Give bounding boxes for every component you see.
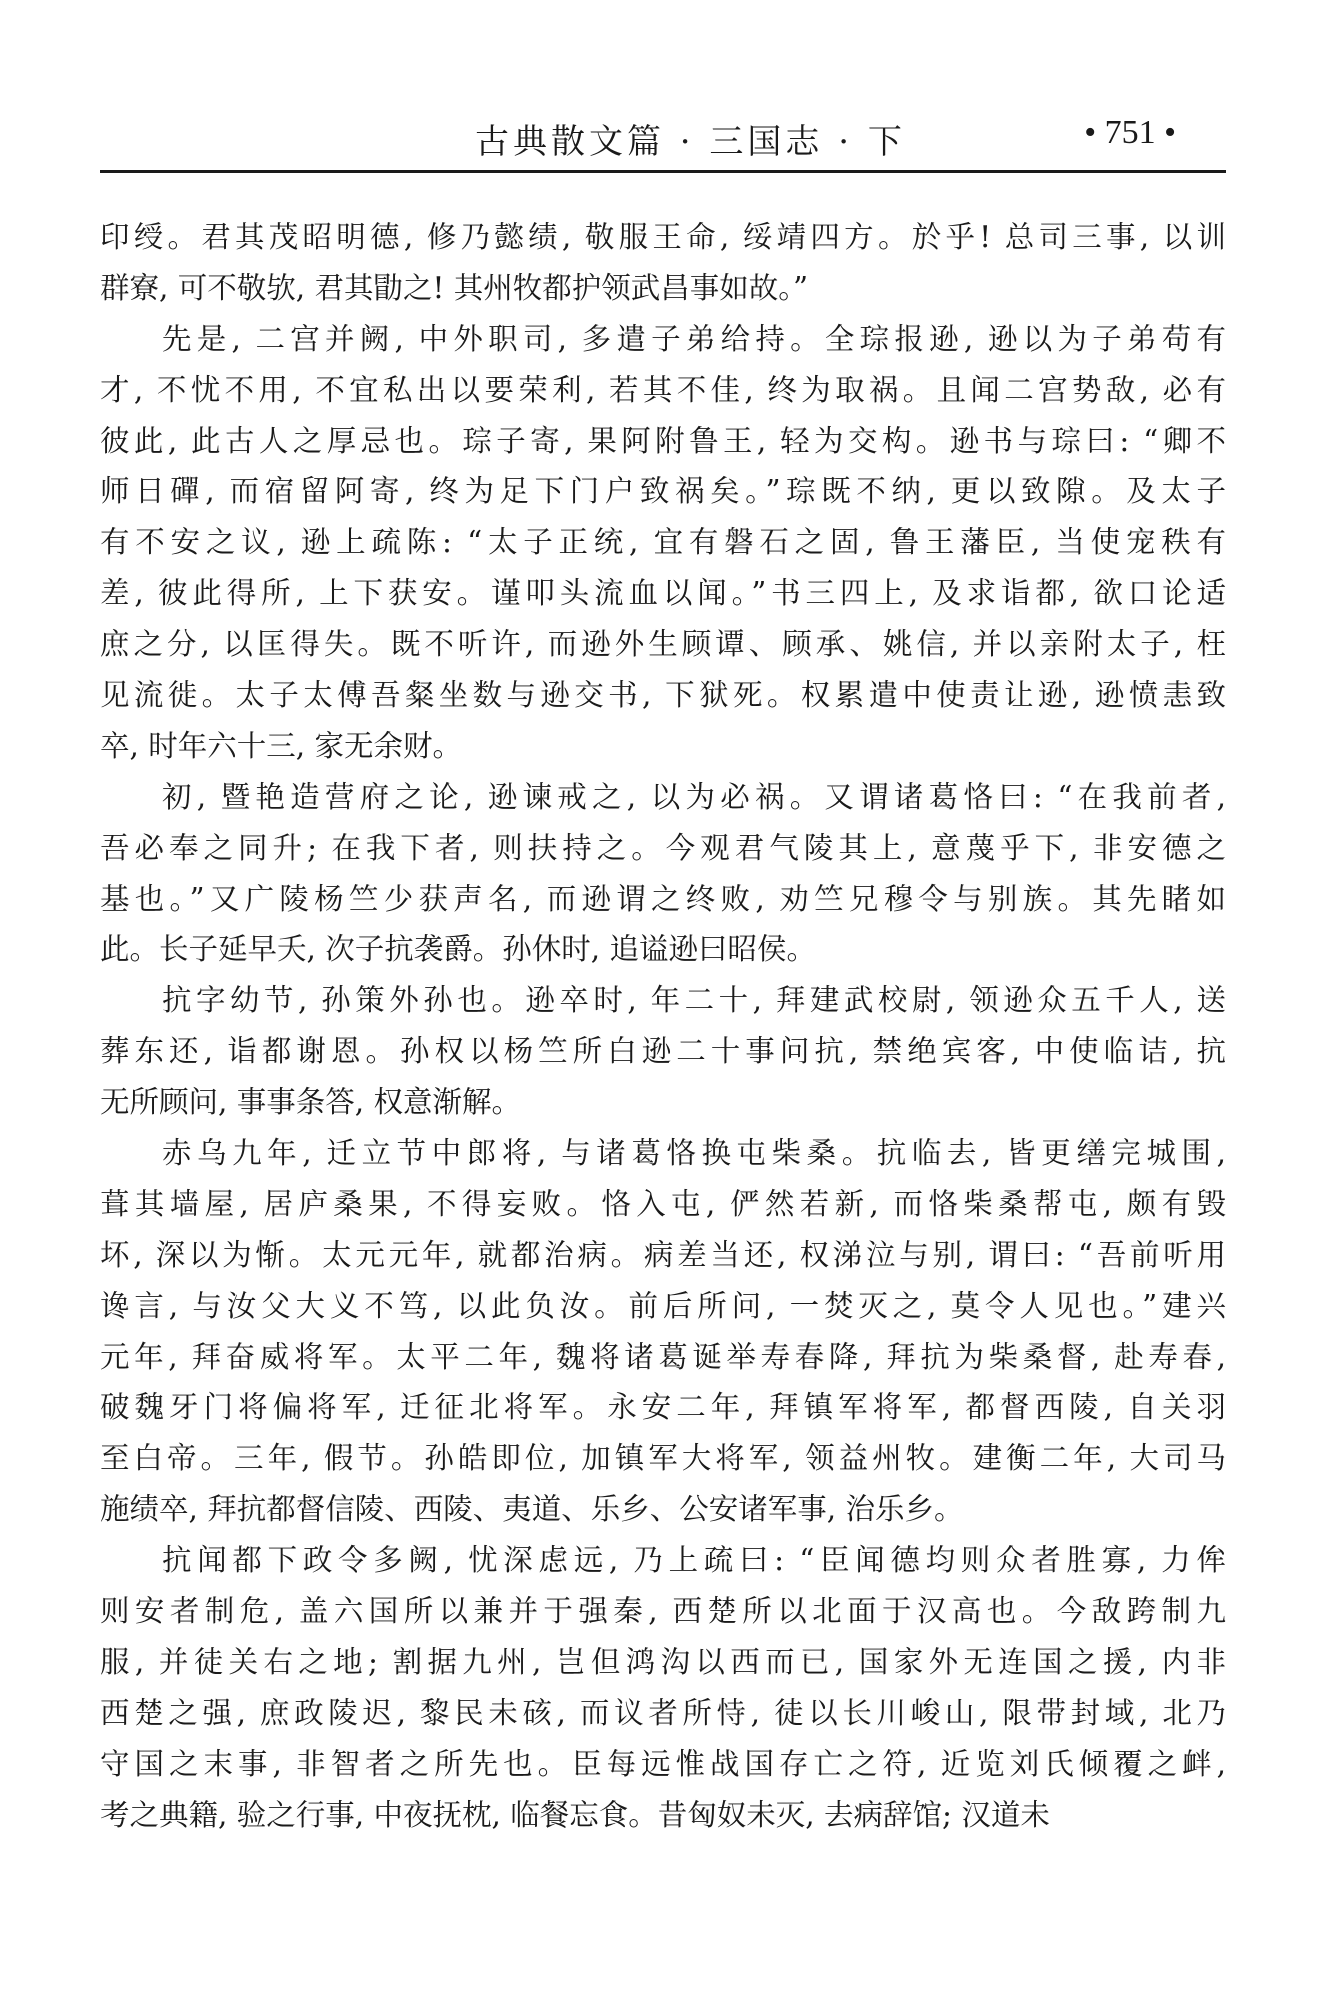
text-line: 坏, 深以为惭。太元元年, 就都治病。病差当还, 权涕泣与别, 谓曰: “吾前听用 bbox=[100, 1237, 1226, 1272]
text-line: 抗闻都下政令多阙, 忧深虑远, 乃上疏曰: “臣闻德均则众者胜寡, 力侔 bbox=[162, 1543, 1226, 1578]
text-line: 服, 并徒关右之地; 割据九州, 岂但鸿沟以西而已, 国家外无连国之援, 内非 bbox=[100, 1644, 1226, 1679]
text-line: 彼此, 此古人之厚忌也。琮子寄, 果阿附鲁王, 轻为交构。逊书与琮曰: “卿不 bbox=[100, 423, 1226, 458]
paragraph bbox=[100, 212, 1226, 314]
page-number: • 751 • bbox=[1084, 114, 1176, 151]
text-line: 葬东还, 诣都谢恩。孙权以杨竺所白逊二十事问抗, 禁绝宾客, 中使临诘, 抗 bbox=[100, 1034, 1226, 1069]
text-line: 谗言, 与汝父大义不笃, 以此负汝。前后所问, 一焚灭之, 莫令人见也。”建兴 bbox=[100, 1288, 1226, 1323]
text-line: 考之典籍, 验之行事, 中夜抚枕, 临餐忘食。昔匈奴未灭, 去病辞馆; 汉道未 bbox=[100, 1797, 1050, 1832]
text-line: 印绶。君其茂昭明德, 修乃懿绩, 敬服王命, 绥靖四方。於乎! 总司三事, 以训 bbox=[100, 220, 1226, 254]
paragraph bbox=[100, 1535, 1226, 1840]
text-line: 至白帝。三年, 假节。孙皓即位, 加镇军大将军, 领益州牧。建衡二年, 大司马 bbox=[100, 1441, 1226, 1476]
page-header bbox=[100, 108, 1226, 173]
text-line: 无所顾问, 事事条答, 权意渐解。 bbox=[100, 1085, 522, 1120]
text-line: 庶之分, 以匡得失。既不听许, 而逊外生顾谭、顾承、姚信, 并以亲附太子, 枉 bbox=[100, 627, 1226, 662]
text-line: 葺其墙屋, 居庐桑果, 不得妄败。恪入屯, 俨然若新, 而恪柴桑帮屯, 颇有毁 bbox=[100, 1186, 1226, 1221]
text-line: 元年, 拜奋威将军。太平二年, 魏将诸葛诞举寿春降, 拜抗为柴桑督, 赴寿春, bbox=[100, 1339, 1226, 1374]
text-line: 抗字幼节, 孙策外孙也。逊卒时, 年二十, 拜建武校尉, 领逊众五千人, 送 bbox=[162, 983, 1226, 1018]
text-line: 初, 暨艳造营府之论, 逊谏戒之, 以为必祸。又谓诸葛恪曰: “在我前者, bbox=[162, 779, 1226, 814]
text-line: 基也。”又广陵杨竺少获声名, 而逊谓之终败, 劝竺兄穆令与别族。其先睹如 bbox=[100, 881, 1226, 916]
text-line: 施绩卒, 拜抗都督信陵、西陵、夷道、乐乡、公安诸军事, 治乐乡。 bbox=[100, 1492, 964, 1527]
text-line: 差, 彼此得所, 上下获安。谨叩头流血以闻。”书三四上, 及求诣都, 欲口论适 bbox=[100, 576, 1226, 611]
paragraph bbox=[100, 772, 1226, 976]
text-line: 此。长子延早夭, 次子抗袭爵。孙休时, 追谥逊曰昭侯。 bbox=[100, 932, 817, 967]
text-line: 群寮, 可不敬欤, 君其勖之! 其州牧都护领武昌事如故。” bbox=[100, 270, 809, 305]
text-line: 破魏牙门将偏将军, 迁征北将军。永安二年, 拜镇军将军, 都督西陵, 自关羽 bbox=[100, 1390, 1226, 1425]
paragraph bbox=[100, 1128, 1226, 1535]
running-title: 古典散文篇 · 三国志 · 下 bbox=[475, 122, 906, 162]
text-line: 则安者制危, 盖六国所以兼并于强秦, 西楚所以北面于汉高也。今敌跨制九 bbox=[100, 1594, 1226, 1629]
text-line: 吾必奉之同升; 在我下者, 则扶持之。今观君气陵其上, 意蔑乎下, 非安德之 bbox=[100, 830, 1226, 865]
text-line: 才, 不忧不用, 不宜私出以要荣利, 若其不佳, 终为取祸。且闻二宫势敌, 必有 bbox=[100, 372, 1226, 407]
text-line: 卒, 时年六十三, 家无余财。 bbox=[100, 728, 463, 763]
text-line: 守国之末事, 非智者之所先也。臣每远惟战国存亡之符, 近览刘氏倾覆之衅, bbox=[100, 1746, 1226, 1781]
text-line: 先是, 二宫并阙, 中外职司, 多遣子弟给持。全琮报逊, 逊以为子弟苟有 bbox=[162, 321, 1226, 356]
text-line: 见流徙。太子太傅吾粲坐数与逊交书, 下狱死。权累遣中使责让逊, 逊愤恚致 bbox=[100, 678, 1226, 713]
paragraph bbox=[100, 314, 1226, 772]
text-line: 师日磾, 而宿留阿寄, 终为足下门户致祸矣。”琮既不纳, 更以致隙。及太子 bbox=[100, 474, 1226, 509]
text-line: 有不安之议, 逊上疏陈: “太子正统, 宜有磐石之固, 鲁王藩臣, 当使宠秩有 bbox=[100, 525, 1226, 560]
text-line: 赤乌九年, 迁立节中郎将, 与诸葛恪换屯柴桑。抗临去, 皆更缮完城围, bbox=[162, 1136, 1226, 1171]
text-line: 西楚之强, 庶政陵迟, 黎民未硋, 而议者所恃, 徒以长川峻山, 限带封域, 北乃 bbox=[100, 1695, 1226, 1730]
paragraph bbox=[100, 975, 1226, 1128]
body-text bbox=[100, 212, 1226, 1841]
